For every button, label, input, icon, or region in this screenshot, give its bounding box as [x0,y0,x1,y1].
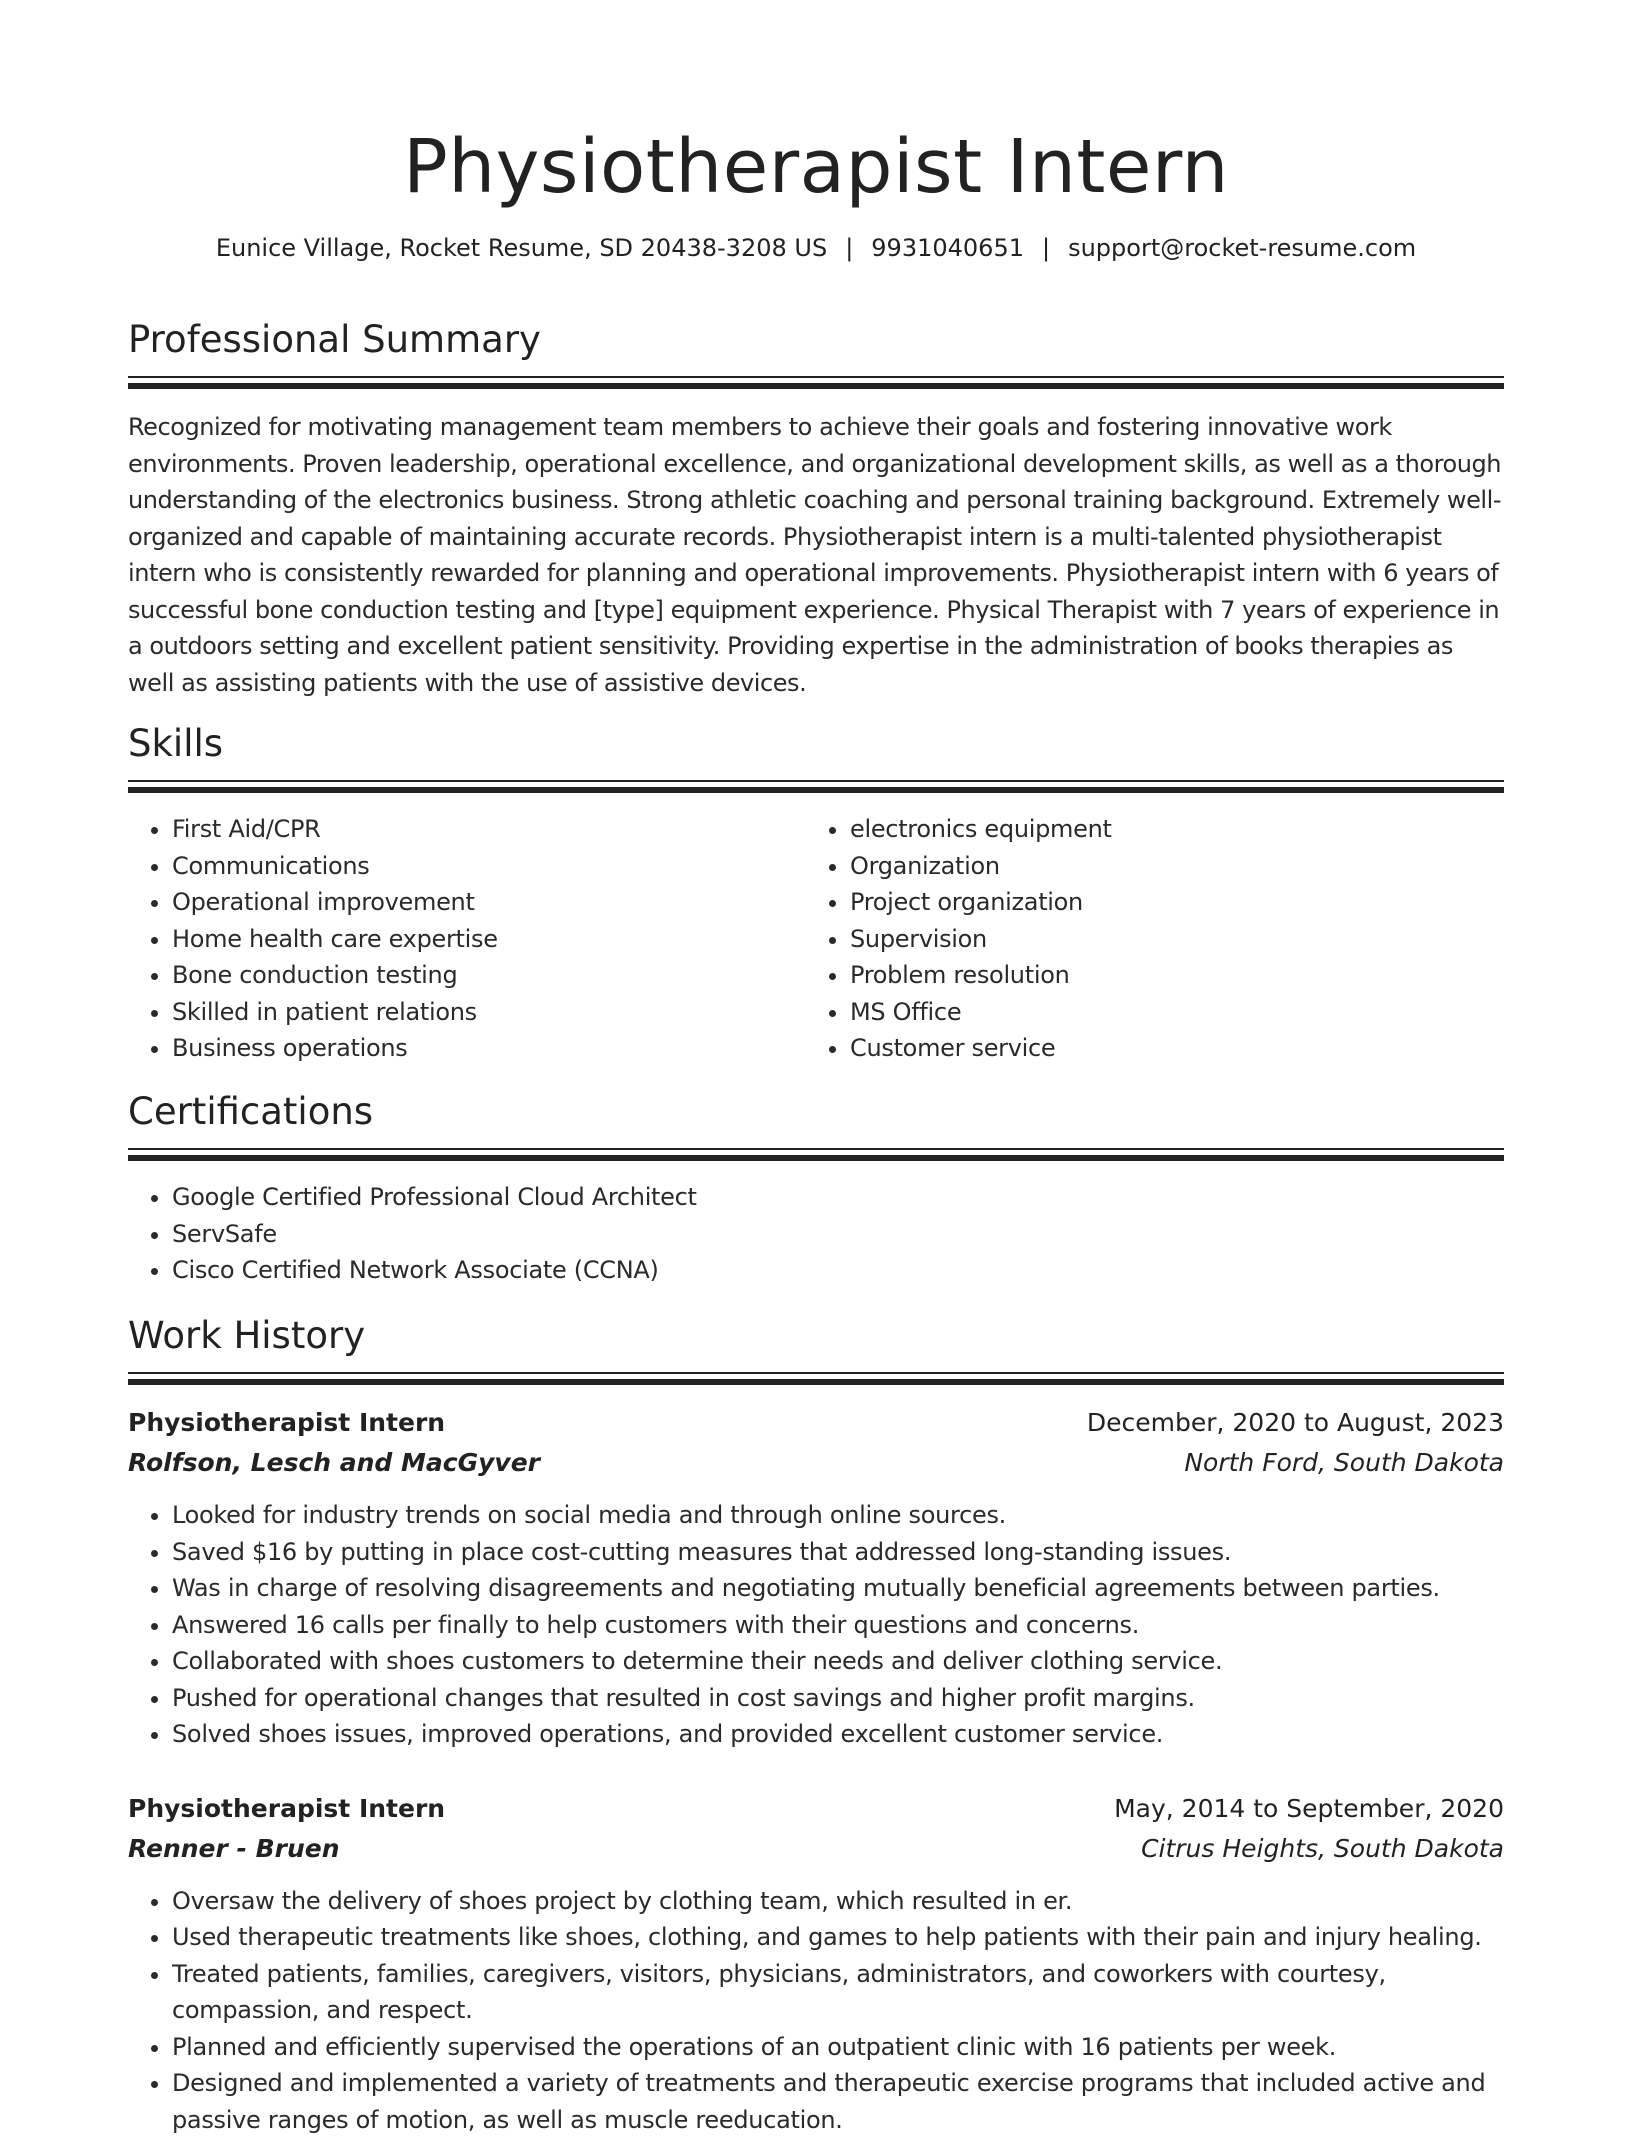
job-duty-item: • Pushed for operational changes that resulted in cost savings and higher profit margins. [172,1680,1504,1717]
certification-item: • ServSafe [172,1216,1504,1253]
job-duty-item: • Looked for industry trends on social media and through online sources. [172,1497,1504,1534]
job-duty-item: • Treated patients, families, caregivers, visitors, physicians, administrators, and coworkers with courtesy, compassion, and respect. [172,1956,1504,2029]
job-header [128,1789,1504,1829]
skill-item: • Business operations [172,1030,806,1067]
skills-column-left [128,811,806,1067]
skill-item: • MS Office [850,994,1484,1031]
job-duty-item: • Used therapeutic treatments like shoes, clothing, and games to help patients with their pain and injury healing. [172,1919,1504,1956]
skills-section [128,720,1504,1067]
section-divider [128,780,1504,795]
job-subheader [128,1829,1504,1869]
job-duty-item: • Saved $16 by putting in place cost-cutting measures that addressed long-standing issues. [172,1534,1504,1571]
section-title-skills: Skills [128,720,1504,768]
contact-line [128,232,1504,264]
job-entry [128,1403,1504,1753]
contact-separator: | [827,232,871,264]
skill-item: • Bone conduction testing [172,957,806,994]
resume-page [128,0,1504,264]
job-duty-item: • Collaborated with shoes customers to determine their needs and deliver clothing service. [172,1643,1504,1680]
section-title-certifications: Certifications [128,1088,1504,1136]
job-location: Citrus Heights, South Dakota [1141,1829,1504,1869]
section-divider [128,1148,1504,1163]
skill-item: • Supervision [850,921,1484,958]
section-divider [128,1372,1504,1387]
job-duty-item: • Designed and implemented a variety of treatments and therapeutic exercise programs that included active and passive ranges of motion, as well as muscle reeducation. [172,2065,1504,2138]
job-title: Physiotherapist Intern [128,1789,445,1829]
job-header [128,1403,1504,1443]
section-divider [128,376,1504,391]
summary-text: Recognized for motivating management team members to achieve their goals and fostering innovative work environments. Proven leadership, operational excellence, and organizational development skills, as well as a thorough understanding of the electronics business. Strong athletic coaching and personal training background. Extremely well-organized and capable of maintaining accurate records. Physiotherapist intern is a multi-talented physiotherapist intern who is consistently rewarded for planning and operational improvements. Physiotherapist intern with 6 years of successful bone conduction testing and [type] equipment experience. Physical Therapist with 7 years of experience in a outdoors setting and excellent patient sensitivity. Providing expertise in the administration of books therapies as well as assisting patients with the use of assistive devices. [128,409,1504,701]
contact-email[interactable]: support@rocket-resume.com [1068,234,1416,262]
skill-item: • Skilled in patient relations [172,994,806,1031]
skill-item: • Home health care expertise [172,921,806,958]
section-title-summary: Professional Summary [128,316,1504,364]
professional-summary-section [128,316,1504,701]
contact-phone: 9931040651 [871,234,1024,262]
job-title: Physiotherapist Intern [128,1403,445,1443]
certifications-section [128,1088,1504,1289]
contact-separator: | [1024,232,1068,264]
job-duty-item: • Oversaw the delivery of shoes project by clothing team, which resulted in er. [172,1883,1504,1920]
work-history-section [128,1312,1504,2138]
contact-address: Eunice Village, Rocket Resume, SD 20438-3208 US [216,234,827,262]
skill-item: • Communications [172,848,806,885]
skill-item: • electronics equipment [850,811,1484,848]
job-subheader [128,1443,1504,1483]
skills-columns [128,811,1504,1067]
job-duty-item: • Planned and efficiently supervised the operations of an outpatient clinic with 16 patients per week. [172,2029,1504,2066]
job-entry [128,1789,1504,2138]
section-title-work-history: Work History [128,1312,1504,1360]
skill-item: • Organization [850,848,1484,885]
job-company: Rolfson, Lesch and MacGyver [128,1443,540,1483]
skill-item: • Problem resolution [850,957,1484,994]
skill-item: • Project organization [850,884,1484,921]
skill-item: • Customer service [850,1030,1484,1067]
job-duty-item: • Was in charge of resolving disagreements and negotiating mutually beneficial agreements between parties. [172,1570,1504,1607]
job-duties [128,1883,1504,2138]
resume-name: Physiotherapist Intern [128,0,1504,212]
certification-item: • Cisco Certified Network Associate (CCNA) [172,1252,1504,1289]
job-duty-item: • Answered 16 calls per finally to help customers with their questions and concerns. [172,1607,1504,1644]
job-dates: May, 2014 to September, 2020 [1114,1789,1504,1829]
job-company: Renner - Bruen [128,1829,340,1869]
skill-item: • Operational improvement [172,884,806,921]
skills-column-right [806,811,1484,1067]
skill-item: • First Aid/CPR [172,811,806,848]
job-duty-item: • Solved shoes issues, improved operations, and provided excellent customer service. [172,1716,1504,1753]
job-dates: December, 2020 to August, 2023 [1087,1403,1504,1443]
job-duties [128,1497,1504,1753]
certification-item: • Google Certified Professional Cloud Architect [172,1179,1504,1216]
job-location: North Ford, South Dakota [1184,1443,1504,1483]
